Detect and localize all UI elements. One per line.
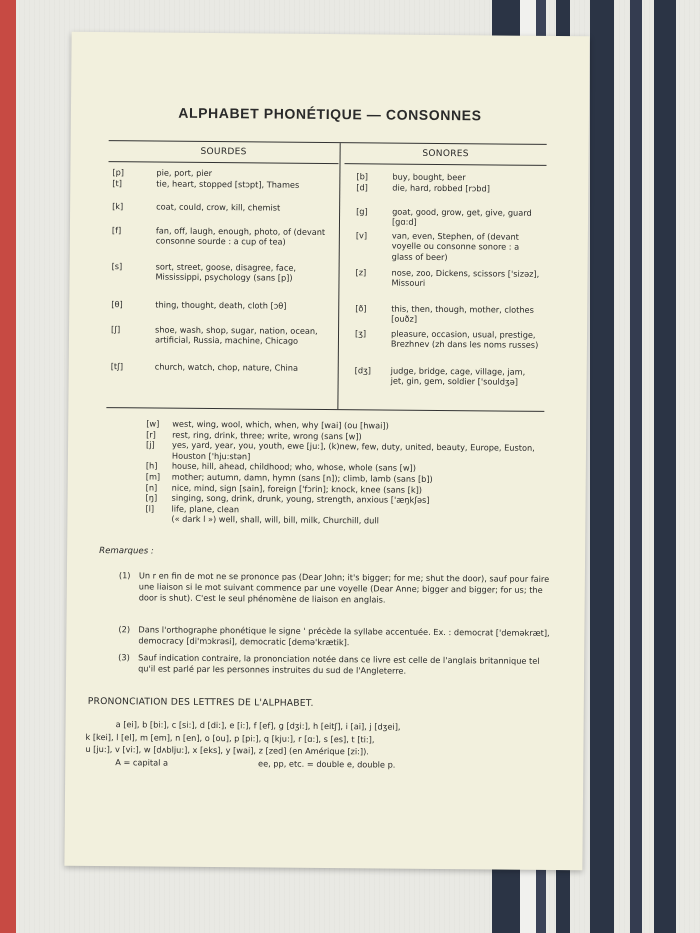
approximant-list: [145, 418, 556, 528]
table-row: [344, 206, 546, 228]
phonetic-symbol: [z]: [355, 267, 367, 278]
remark-text: Un r en fin de mot ne se prononce pas (Dear John; it's bigger; for me; shut the door), sauf pour faire une liaison si le mot suivant commence par une voyelle (Dear Anne; bigger and bigger; for us; the door is shut). C'est le seul phénomène de liaison en anglais.: [138, 570, 550, 605]
example-words: rest, ring, drink, three; write, wrong (sans [w]): [172, 429, 362, 441]
alphabet-line: k [kei], l [el], m [em], n [en], o [ou], p [pi:], q [kju:], r [ɑ:], s [es], t [ti:],: [85, 731, 375, 745]
example-words: west, wing, wool, which, when, why [wai] (ou [hwai]): [172, 418, 389, 431]
consonant-table: [106, 140, 546, 412]
remark-text: Dans l'orthographe phonétique le signe ' précède la syllabe accentuée. Ex. : democrat ['deməkræt], democracy [di'mɔkrəsi], democratic [demə'krætik].: [138, 624, 550, 647]
printed-sheet: [64, 32, 589, 870]
phonetic-symbol: [θ]: [111, 299, 123, 310]
example-words: thing, thought, death, cloth [ɔθ]: [155, 299, 287, 311]
voiceless-column: [106, 141, 338, 409]
example-words: nose, zoo, Dickens, scissors ['sizəz], Missouri: [391, 267, 540, 289]
example-words: life, plane, clean: [171, 503, 240, 514]
remark-number: (1): [118, 570, 131, 581]
table-row: [108, 225, 338, 248]
phonetic-symbol: [m]: [145, 471, 161, 482]
phonetic-symbol: [tʃ]: [110, 361, 124, 372]
example-words: yes, yard, year, you, youth, ewe [ju:], (k)new, few, duty, united, beauty, Europe, Euston, Houston ['hju:stən]: [171, 439, 535, 462]
table-row: [107, 361, 337, 373]
example-words: this, then, though, mother, clothes [ouðz]: [391, 303, 534, 325]
table-row: [344, 267, 546, 289]
table-row: [108, 201, 338, 213]
double-note: ee, pp, etc. = double e, double p.: [258, 758, 396, 770]
phonetic-symbol: [h]: [145, 460, 158, 471]
table-row: [108, 167, 338, 178]
example-words: nice, mind, sign [sain], foreign ['fɔrin]; knock, knee (sans [k]): [171, 482, 423, 495]
phonetic-symbol: [r]: [146, 429, 156, 440]
page-title: ALPHABET PHONÉTIQUE — CONSONNES: [178, 104, 482, 124]
table-row: [344, 171, 546, 183]
phonetic-symbol: [l]: [145, 503, 155, 514]
tablecloth-red-stripe: [0, 0, 16, 933]
phonetic-symbol: [k]: [112, 201, 124, 212]
remark-text: Sauf indication contraire, la prononciation notée dans ce livre est celle de l'anglais britannique tel qu'il est parlé par les personnes instruites du sud de l'Angleterre.: [138, 652, 540, 676]
phonetic-symbol: [p]: [112, 167, 125, 178]
voiceless-header: SOURDES: [109, 141, 339, 164]
remark-item: [119, 570, 559, 606]
example-words: goat, good, grow, get, give, guard [gɑ:d]: [391, 206, 532, 228]
example-words: sort, street, goose, disagree, face, Mississippi, psychology (sans [p]): [155, 261, 297, 284]
example-words: house, hill, ahead, childhood; who, whose, whole (sans [w]): [171, 461, 417, 474]
table-row: [344, 230, 546, 262]
example-words: tie, heart, stopped [stɔpt], Thames: [156, 178, 300, 190]
phonetic-symbol: [f]: [111, 225, 122, 236]
phonetic-symbol: [w]: [146, 418, 160, 429]
example-words: (« dark l ») well, shall, will, bill, milk, Churchill, dull: [171, 513, 379, 526]
tablecloth-navy-stripe: [590, 0, 614, 933]
phonetic-symbol: [dʒ]: [354, 365, 372, 376]
example-words: fan, off, laugh, enough, photo, of (devant consonne sourde : a cup of tea): [155, 225, 326, 248]
phonetic-symbol: [t]: [112, 178, 122, 189]
example-words: van, even, Stephen, of (devant voyelle ou consonne sonore : a glass of beer): [391, 230, 520, 262]
phonetic-symbol: [ŋ]: [145, 492, 158, 503]
phonetic-symbol: [ʒ]: [354, 328, 367, 339]
example-words: judge, bridge, cage, village, jam, jet, gin, gem, soldier ['souldʒə]: [390, 365, 526, 388]
example-words: shoe, wash, shop, sugar, nation, ocean, artificial, Russia, machine, Chicago: [154, 324, 318, 347]
voiced-header: SONORES: [345, 143, 547, 166]
phonetic-symbol: [g]: [356, 206, 368, 217]
remark-number: (2): [118, 624, 131, 635]
example-words: die, hard, robbed [rɔbd]: [392, 182, 490, 194]
remark-item: [118, 652, 558, 677]
alphabet-line: u [ju:], v [vi:], w [dʌblju:], x [eks], y [wai], z [zed] (en Amérique [zi:]).: [85, 744, 369, 757]
phonetic-symbol: [ð]: [355, 303, 367, 314]
phonetic-symbol: [j]: [146, 439, 155, 450]
table-row: [343, 365, 545, 388]
phonetic-symbol: [d]: [356, 182, 368, 193]
phonetic-symbol: [ʃ]: [111, 324, 121, 335]
capital-note: A = capital a: [115, 756, 169, 768]
table-row: [343, 303, 545, 325]
remark-item: [118, 624, 558, 649]
remark-number: (3): [118, 652, 130, 663]
table-row: [107, 324, 337, 347]
table-row: [107, 299, 337, 311]
voiced-column: [342, 143, 546, 411]
alphabet-line: a [ei], b [bi:], c [si:], d [di:], e [i:], f [ef], g [dʒi:], h [eitʃ], i [ai], j [dʒei],: [115, 719, 401, 732]
tablecloth-navy-stripe: [630, 0, 642, 933]
example-words: mother; autumn, damn, hymn (sans [n]); climb, lamb (sans [b]): [171, 471, 433, 484]
list-item: [145, 514, 555, 528]
tablecloth-navy-stripe: [654, 0, 676, 933]
alphabet-pronunciation: [85, 718, 563, 773]
phonetic-symbol: [n]: [145, 481, 158, 493]
example-words: singing, song, drink, drunk, young, strength, anxious ['æŋkʃəs]: [171, 492, 430, 506]
example-words: coat, could, crow, kill, chemist: [156, 201, 281, 213]
table-row: [343, 328, 545, 351]
phonetic-symbol: [s]: [111, 261, 123, 272]
example-words: pie, port, pier: [156, 167, 213, 178]
alphabet-heading: PRONONCIATION DES LETTRES DE L'ALPHABET.: [87, 695, 314, 709]
remarks-heading: Remarques :: [99, 546, 154, 557]
example-words: buy, bought, beer: [392, 171, 466, 183]
phonetic-symbol: [b]: [356, 171, 369, 182]
phonetic-symbol: [v]: [355, 230, 368, 241]
table-row: [108, 261, 338, 284]
example-words: church, watch, chop, nature, China: [154, 361, 299, 373]
example-words: pleasure, occasion, usual, prestige, Brezhnev (zh dans les noms russes): [390, 328, 539, 351]
